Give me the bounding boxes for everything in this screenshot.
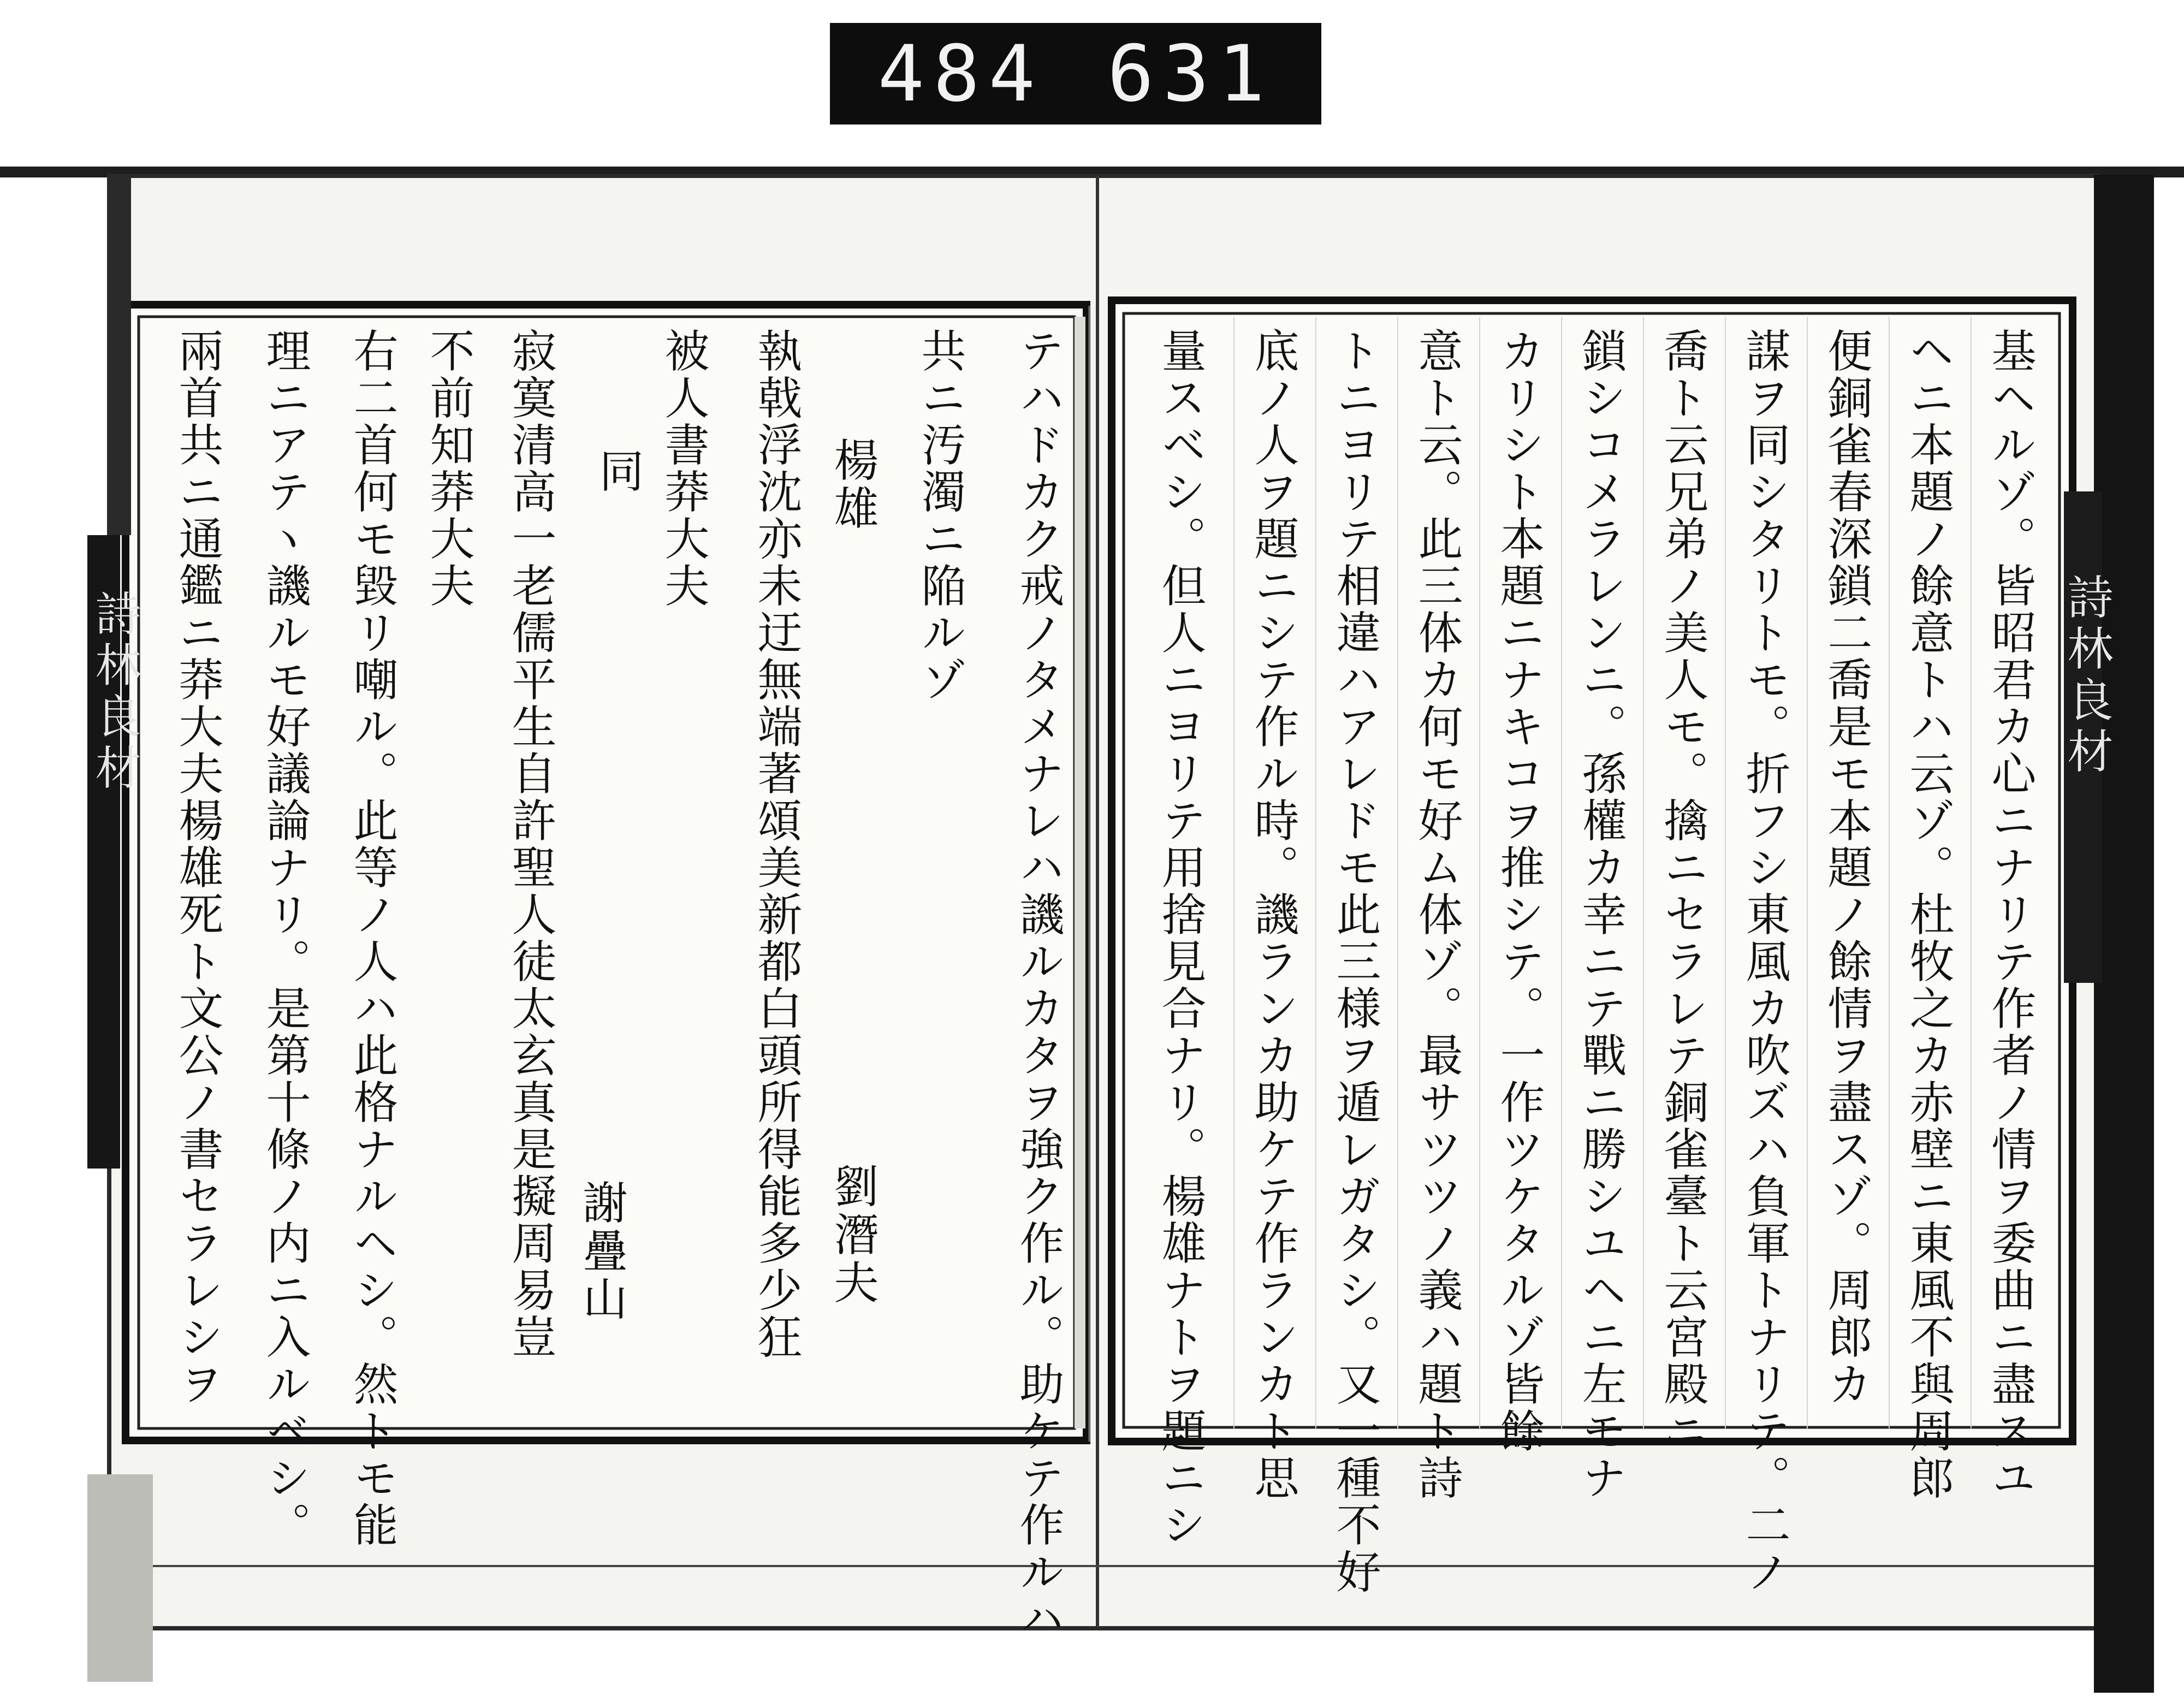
left-col-5: 寂寞清高一老儒平生自許聖人徒太玄真是擬周易豈 <box>505 328 556 1361</box>
left-col-7: 右二首何モ毀リ嘲ル。此等ノ人ハ此格ナルヘシ。然トモ能 <box>346 328 398 1549</box>
right-col-1: 基ヘルゾ。皆昭君カ心ニナリテ作者ノ情ヲ委曲ニ盡スユ <box>1984 328 2036 1502</box>
right-col-2: ヘニ本題ノ餘意トハ云ゾ。杜牧之カ赤壁ニ東風不與周郎 <box>1902 328 1954 1502</box>
right-col-5: 喬ト云兄弟ノ美人モ。擒ニセラレテ銅雀臺ト云宮殿ニ <box>1657 328 1708 1455</box>
right-col-7: カリシト本題ニナキコヲ推シテ。一作ツケタルゾ皆餘 <box>1493 328 1545 1455</box>
poem2-heading: 同 <box>592 448 644 496</box>
left-col-9: 兩首共ニ通鑑ニ莽大夫楊雄死ト文公ノ書セラレシヲ <box>171 328 223 1408</box>
left-col-4: 被人書莽大夫 <box>657 328 709 609</box>
right-col-4: 謀ヲ同シタリトモ。折フシ東風カ吹ズハ負軍トナリテ。二ノ <box>1738 328 1790 1596</box>
poem1-author: 劉潛夫 <box>827 1163 879 1307</box>
counter-left: 484 <box>877 28 1044 119</box>
right-col-6: 鎖シコメラレンニ。孫權カ幸ニテ戰ニ勝シユヘニ左モナ <box>1575 328 1627 1502</box>
right-col-10: 底ノ人ヲ題ニシテ作ル時。譏ランカ助ケテ作ランカト思 <box>1247 328 1299 1502</box>
poem1-heading: 楊雄 <box>827 437 879 533</box>
right-col-3: 便銅雀春深鎖二喬是モ本題ノ餘情ヲ盡スゾ。周郎カ <box>1820 328 1872 1408</box>
right-col-11: 量スベシ。但人ニヨリテ用捨見合ナリ。楊雄ナトヲ題ニシ <box>1154 328 1206 1549</box>
left-col-3: 執戟浮沈亦未迂無端著頌美新都白頭所得能多少狂 <box>750 328 802 1361</box>
frame-counter <box>830 23 1321 124</box>
left-margin-title: 詩林良材 <box>88 590 141 795</box>
right-col-9: トニヨリテ相違ハアレドモ此三様ヲ遁レガタシ。又一種不好 <box>1329 328 1381 1596</box>
left-col-8: 理ニアテヽ譏ルモ好議論ナリ。是第十條ノ内ニ入ルベシ。 <box>259 328 311 1549</box>
counter-right: 631 <box>1107 28 1274 119</box>
left-col-2: 共ニ汚濁ニ陥ルゾ <box>914 328 966 703</box>
left-col-6: 不前知莽大夫 <box>423 328 474 609</box>
right-col-8: 意ト云。此三体カ何モ好ム体ゾ。最サツツノ義ハ題ト詩 <box>1411 328 1463 1502</box>
left-col-1: テハドカク戒ノタメナレハ譏ルカタヲ強ク作ル。助ケテ作ルハ <box>1012 328 1064 1642</box>
right-edge-band <box>2094 175 2154 1693</box>
poem2-author: 謝疊山 <box>575 1179 627 1324</box>
right-margin-title: 詩林良材 <box>2060 573 2114 779</box>
